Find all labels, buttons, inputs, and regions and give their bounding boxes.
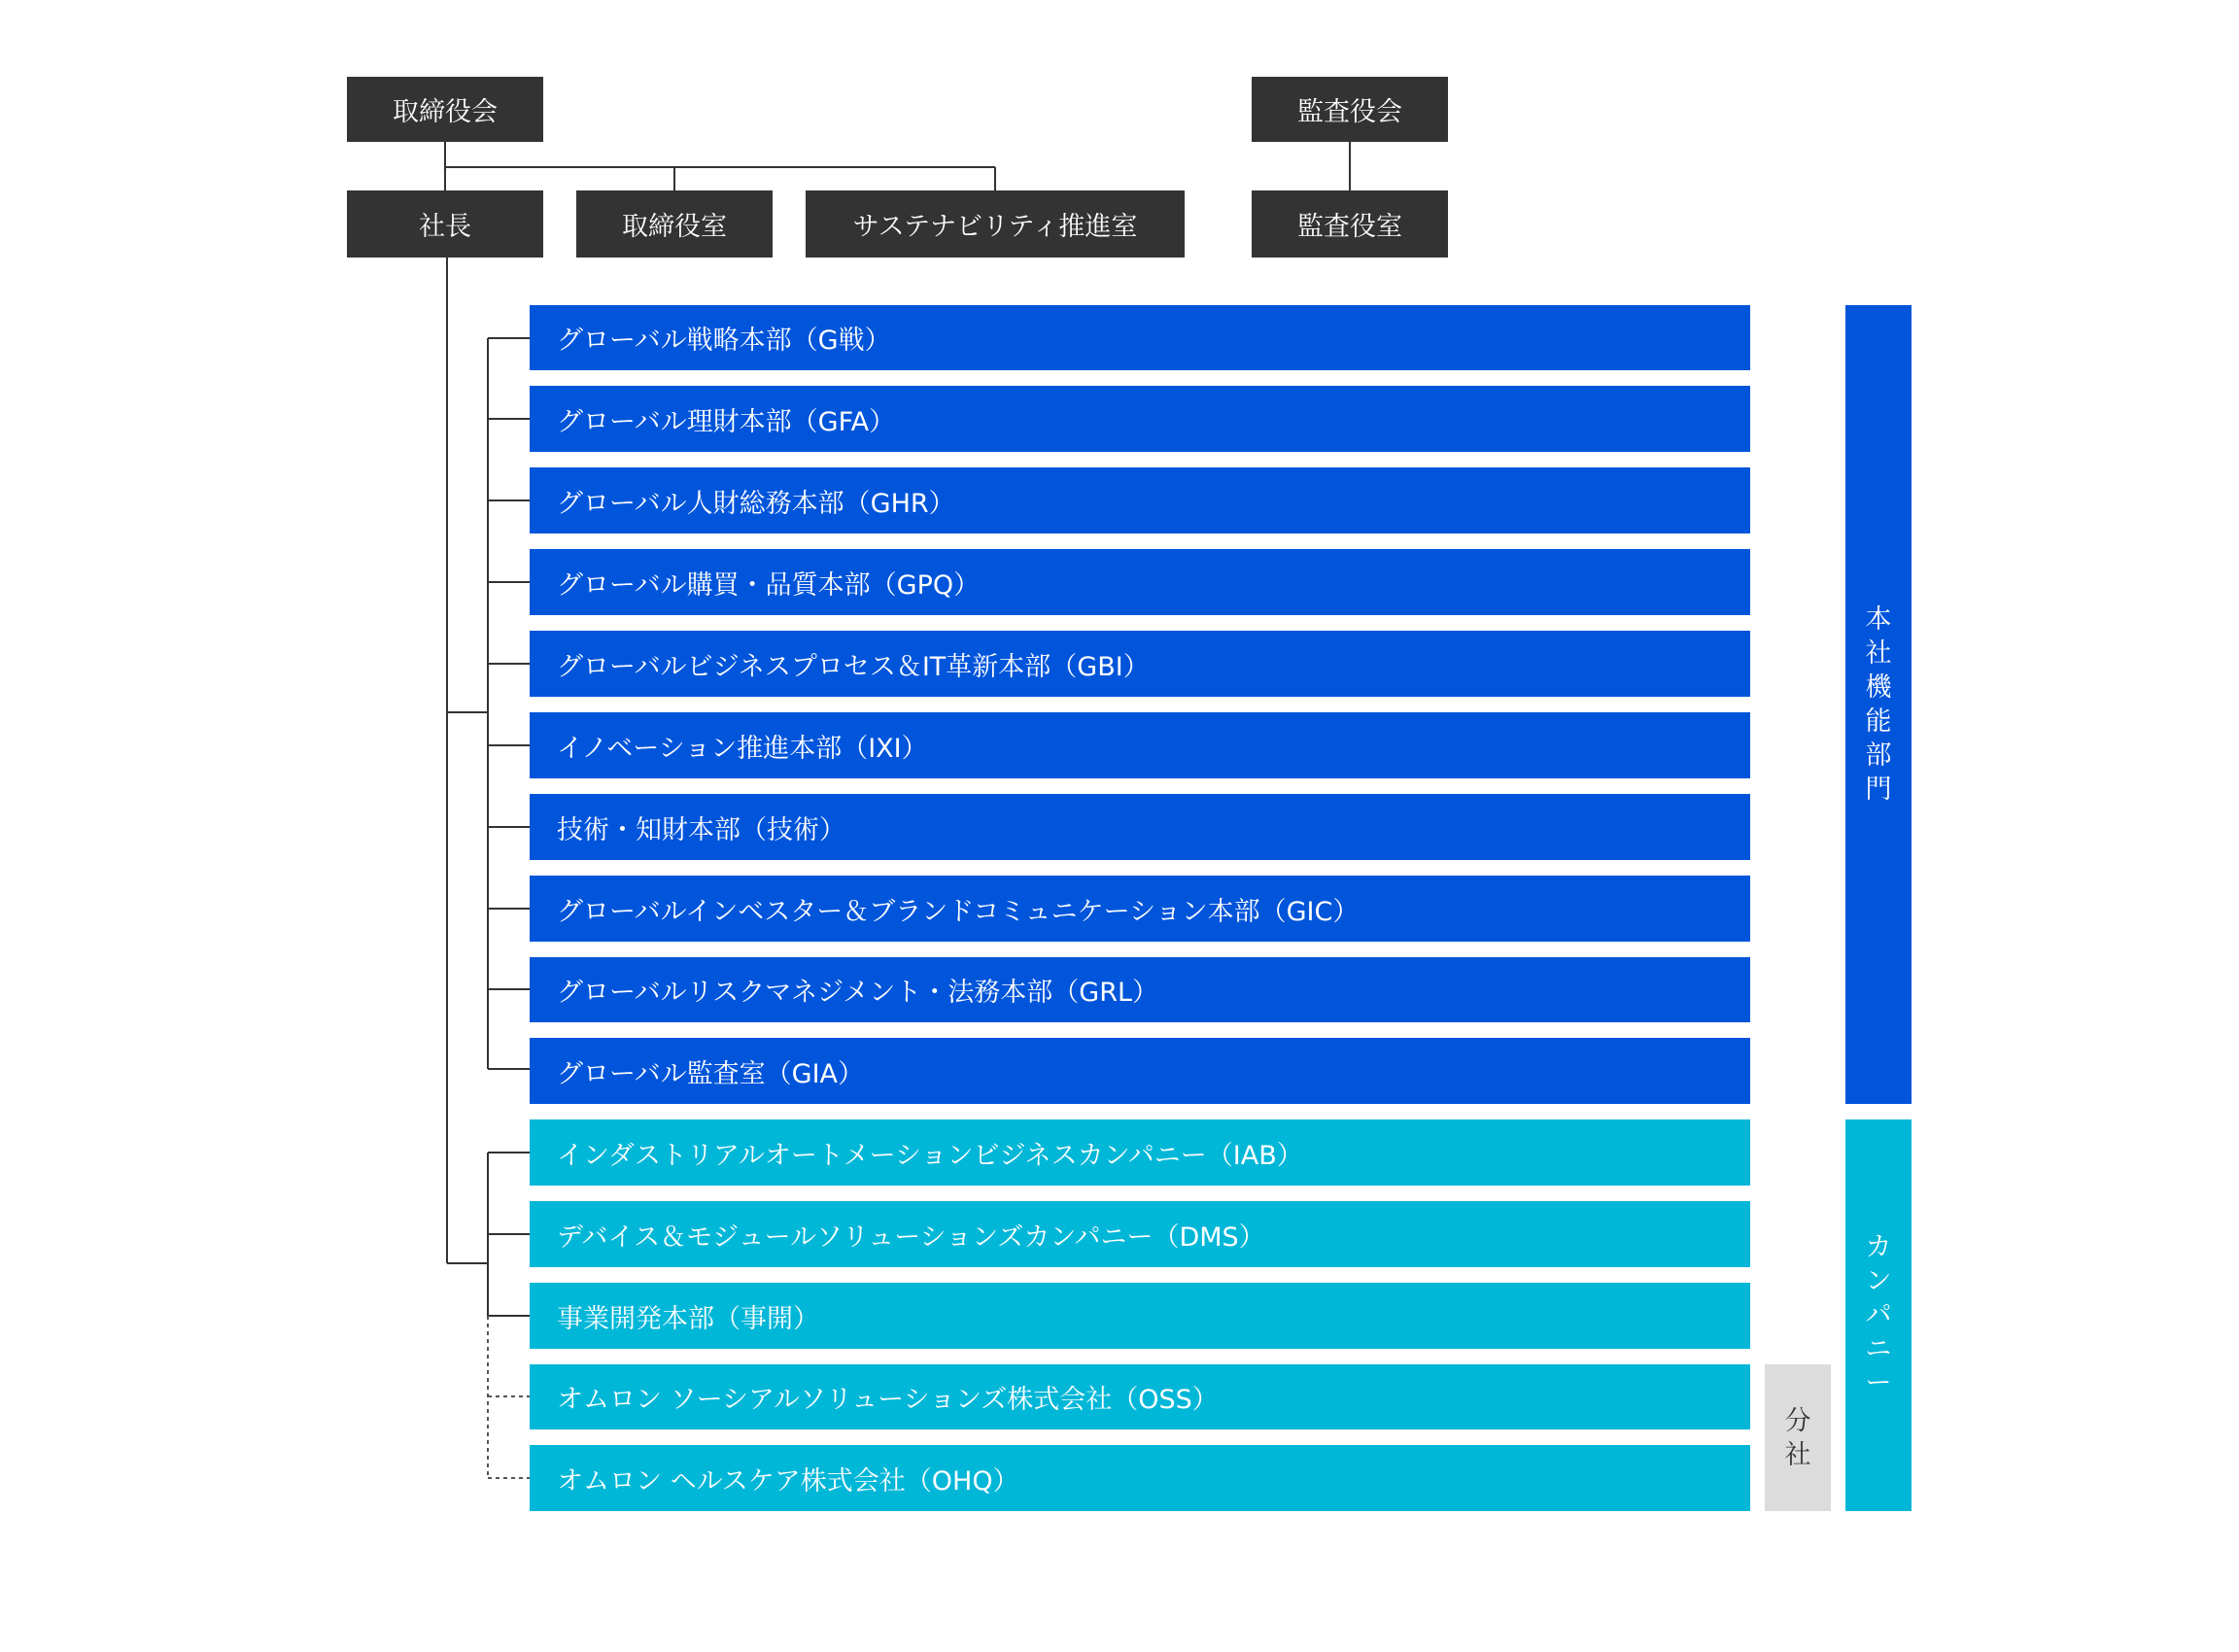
audit-board-box — [1252, 77, 1448, 142]
sustainability-office-label: サステナビリティ推進室 — [852, 212, 1138, 242]
hq-dept-box — [530, 631, 1750, 697]
company-box — [530, 1119, 1750, 1186]
audit-office-box — [1252, 190, 1448, 258]
hq-dept-label: グローバル戦略本部（G戦） — [557, 326, 891, 356]
board-of-directors-box — [347, 77, 543, 142]
hq-dept-label: グローバルインベスター＆ブランドコミュニケーション本部（GIC） — [557, 896, 1360, 927]
hq-dept-label: グローバル監査室（GIA） — [557, 1058, 865, 1089]
hq-dept-box — [530, 876, 1750, 942]
hq-dept-label: グローバル理財本部（GFA） — [557, 406, 896, 437]
company-box — [530, 1283, 1750, 1349]
board-office-label: 取締役室 — [622, 212, 727, 242]
hq-dept-box — [530, 549, 1750, 615]
hq-dept-box — [530, 794, 1750, 860]
hq-dept-box — [530, 1038, 1750, 1104]
hq-dept-box — [530, 467, 1750, 533]
hq-dept-box — [530, 712, 1750, 778]
hq-functions-side-text: 本社機能部門 — [1865, 604, 1892, 805]
sustainability-office-box — [806, 190, 1185, 258]
company-box — [530, 1201, 1750, 1267]
audit-board-label: 監査役会 — [1297, 97, 1402, 127]
hq-dept-box — [530, 305, 1750, 370]
company-side-text: カンパニー — [1865, 1232, 1892, 1398]
hq-dept-label: イノベーション推進本部（IXI） — [557, 733, 928, 764]
company-label: 事業開発本部（事開） — [557, 1303, 819, 1334]
hq-dept-label: グローバル購買・品質本部（GPQ） — [557, 569, 981, 601]
hq-dept-box — [530, 386, 1750, 452]
company-box — [530, 1445, 1750, 1511]
company-label: オムロン ヘルスケア株式会社（OHQ） — [557, 1465, 1019, 1497]
hq-dept-label: グローバルリスクマネジメント・法務本部（GRL） — [557, 978, 1159, 1008]
audit-office-label: 監査役室 — [1297, 212, 1402, 242]
board-office-box — [576, 190, 773, 258]
board-of-directors-label: 取締役会 — [393, 97, 498, 127]
bunsha-side-text: 分社 — [1784, 1405, 1811, 1470]
company-label: オムロン ソーシアルソリューションズ株式会社（OSS） — [557, 1385, 1219, 1415]
company-box — [530, 1364, 1750, 1429]
company-label: デバイス＆モジュールソリューションズカンパニー（DMS） — [557, 1222, 1265, 1253]
bunsha-side-label — [1765, 1364, 1831, 1511]
hq-dept-box — [530, 957, 1750, 1022]
company-label: インダストリアルオートメーションビジネスカンパニー（IAB） — [557, 1140, 1303, 1171]
hq-dept-label: グローバル人財総務本部（GHR） — [557, 488, 955, 519]
president-box — [347, 190, 543, 258]
hq-dept-label: グローバルビジネスプロセス＆IT革新本部（GBI） — [557, 651, 1150, 682]
president-label: 社長 — [419, 212, 471, 242]
hq-functions-side-label — [1845, 305, 1912, 1104]
hq-dept-label: 技術・知財本部（技術） — [557, 814, 845, 845]
company-side-label — [1845, 1119, 1912, 1511]
